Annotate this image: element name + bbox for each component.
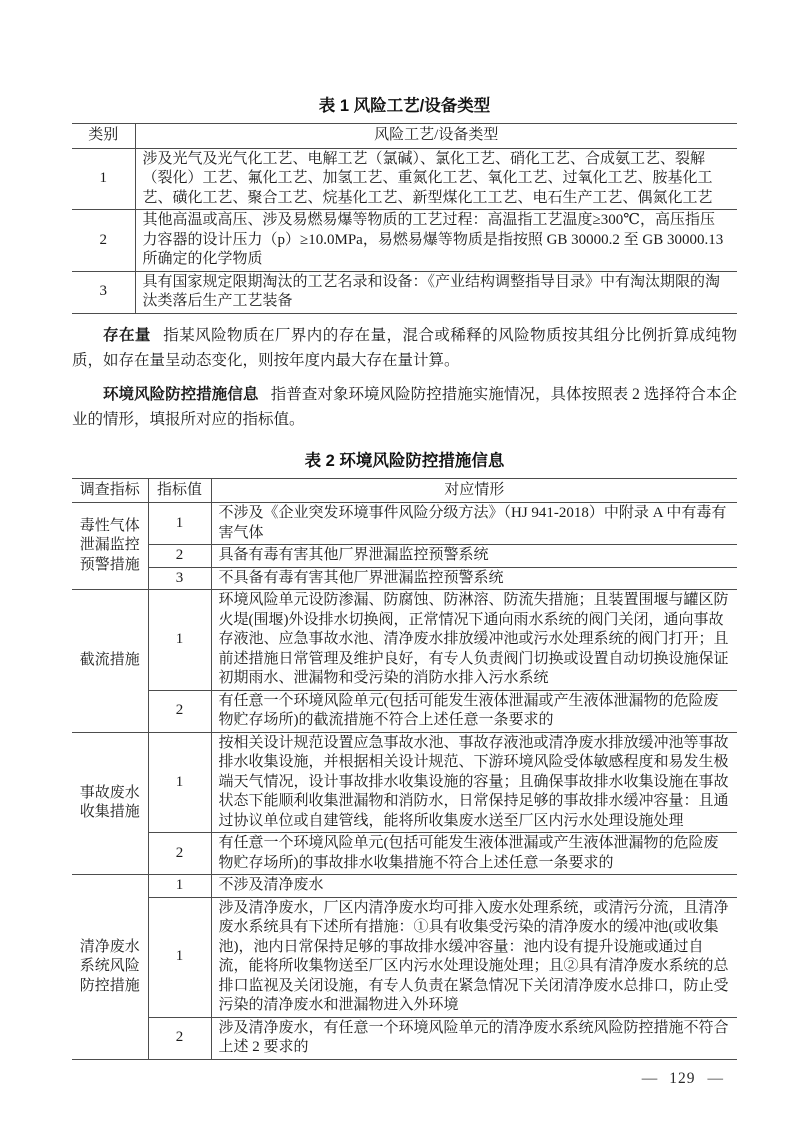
table-row	[72, 271, 737, 313]
value-cell: 1	[148, 503, 211, 545]
table-row	[72, 897, 737, 1017]
paragraph-term: 存在量	[103, 326, 151, 344]
paragraph-term: 环境风险防控措施信息	[103, 385, 259, 403]
table2-title: 表 2 环境风险防控措施信息	[304, 451, 505, 470]
page-number	[72, 1070, 737, 1088]
table-row	[72, 567, 737, 590]
value-cell: 1	[148, 875, 211, 898]
table1-header-category: 类别	[72, 124, 135, 149]
table2-header-value: 指标值	[148, 478, 211, 503]
desc-cell: 涉及光气及光气化工艺、电解工艺（氯碱）、氯化工艺、硝化工艺、合成氨工艺、裂解（裂化）工艺、氟化工艺、加氢工艺、重氮化工艺、氧化工艺、过氧化工艺、胺基化工艺、磺化工艺、聚合工艺、烷基化工艺、新型煤化工工艺、电石生产工艺、偶氮化工艺	[135, 148, 737, 210]
desc-cell: 按相关设计规范设置应急事故水池、事故存液池或清净废水排放缓冲池等事故排水收集设施，并根据相关设计规范、下游环境风险受体敏感程度和易发生极端天气情况，设计事故排水收集设施的容量；且确保事故排水收集设施在事故状态下能顺利收集泄漏物和消防水，日常保持足够的事故排水缓冲容量：且通过协议单位或自建管线，能将所收集废水送至厂区内污水处理设施处理	[211, 732, 737, 833]
value-cell: 2	[148, 690, 211, 732]
desc-cell: 不涉及清净废水	[211, 875, 737, 898]
indicator-cell: 事故废水收集措施	[72, 732, 148, 875]
category-cell: 1	[72, 148, 135, 210]
desc-cell: 其他高温或高压、涉及易燃易爆等物质的工艺过程：高温指工艺温度≥300℃，高压指压力容器的设计压力（p）≥10.0MPa，易燃易爆等物质是指按照 GB 30000.2 至 GB 30000.13 所确定的化学物质	[135, 210, 737, 272]
page-number-dash-right: —	[707, 1069, 723, 1087]
desc-cell: 有任意一个环境风险单元(包括可能发生液体泄漏或产生液体泄漏物的危险废物贮存场所)的事故排水收集措施不符合上述任意一条要求的	[211, 833, 737, 875]
desc-cell: 具有国家规定限期淘汰的工艺名录和设备：《产业结构调整指导目录》中有淘汰期限的淘汰类落后生产工艺装备	[135, 271, 737, 313]
paragraph-text: 指普查对象环境风险防控措施实施情况，具体按照表 2 选择符合本企业的情形，填报所对应的指标值。	[72, 385, 737, 428]
desc-cell: 涉及清净废水，厂区内清净废水均可排入废水处理系统，或清污分流，且清净废水系统具有下述所有措施：①具有收集受污染的清净废水的缓冲池(或收集池)，池内日常保持足够的事故排水缓冲容量：池内设有提升设施或通过自流，能将所收集物送至厂区内污水处理设施处理；且②具有清净废水系统的总排口监视及关闭设施，有专人负责在紧急情况下关闭清净废水总排口，防止受污染的清净废水和泄漏物进入外环境	[211, 897, 737, 1017]
paragraph-text: 指某风险物质在厂界内的存在量，混合或稀释的风险物质按其组分比例折算成纯物质，如存在量呈动态变化，则按年度内最大存在量计算。	[72, 326, 737, 369]
page-number-value: 129	[669, 1069, 696, 1087]
paragraph-存在量	[72, 323, 737, 373]
table-row	[72, 503, 737, 545]
paragraph-环境风险防控措施信息	[72, 382, 737, 432]
desc-cell: 有任意一个环境风险单元(包括可能发生液体泄漏或产生液体泄漏物的危险废物贮存场所)的截流措施不符合上述任意一条要求的	[211, 690, 737, 732]
page-number-dash-left: —	[641, 1069, 658, 1087]
table-row	[72, 690, 737, 732]
indicator-cell: 毒性气体泄漏监控预警措施	[72, 503, 148, 590]
table1-risk-process-types	[72, 123, 737, 314]
table-row	[72, 875, 737, 898]
table1-title: 表 1 风险工艺/设备类型	[318, 97, 491, 115]
table-row	[72, 210, 737, 272]
value-cell: 1	[148, 590, 211, 691]
indicator-cell: 截流措施	[72, 590, 148, 733]
table2-header-row	[72, 478, 737, 503]
indicator-cell: 清净废水系统风险防控措施	[72, 875, 148, 1060]
table-row	[72, 1017, 737, 1059]
table-row	[72, 590, 737, 691]
table2-header-situation: 对应情形	[211, 478, 737, 503]
table1-header-row	[72, 124, 737, 149]
desc-cell: 涉及清净废水，有任意一个环境风险单元的清净废水系统风险防控措施不符合上述 2 要求的	[211, 1017, 737, 1059]
desc-cell: 具备有毒有害其他厂界泄漏监控预警系统	[211, 545, 737, 568]
category-cell: 3	[72, 271, 135, 313]
value-cell: 1	[148, 897, 211, 1017]
table1-header-type: 风险工艺/设备类型	[135, 124, 737, 149]
page-content	[72, 92, 737, 1088]
desc-cell: 不具备有毒有害其他厂界泄漏监控预警系统	[211, 567, 737, 590]
desc-cell: 不涉及《企业突发环境事件风险分级方法》（HJ 941-2018）中附录 A 中有毒有害气体	[211, 503, 737, 545]
table-row	[72, 545, 737, 568]
value-cell: 3	[148, 567, 211, 590]
value-cell: 2	[148, 1017, 211, 1059]
category-cell: 2	[72, 210, 135, 272]
table2-risk-control-measures	[72, 478, 737, 1060]
table-row	[72, 833, 737, 875]
table2-header-indicator: 调查指标	[72, 478, 148, 503]
table-row	[72, 732, 737, 833]
value-cell: 2	[148, 833, 211, 875]
value-cell: 2	[148, 545, 211, 568]
desc-cell: 环境风险单元设防渗漏、防腐蚀、防淋溶、防流失措施；且装置围堰与罐区防火堤(围堰)外设排水切换阀，正常情况下通向雨水系统的阀门关闭，通向事故存液池、应急事故水池、清净废水排放缓冲池或污水处理系统的阀门打开；且前述措施日常管理及维护良好，有专人负责阀门切换或设置自动切换设施保证初期雨水、泄漏物和受污染的消防水排入污水系统	[211, 590, 737, 691]
table-row	[72, 148, 737, 210]
value-cell: 1	[148, 732, 211, 833]
